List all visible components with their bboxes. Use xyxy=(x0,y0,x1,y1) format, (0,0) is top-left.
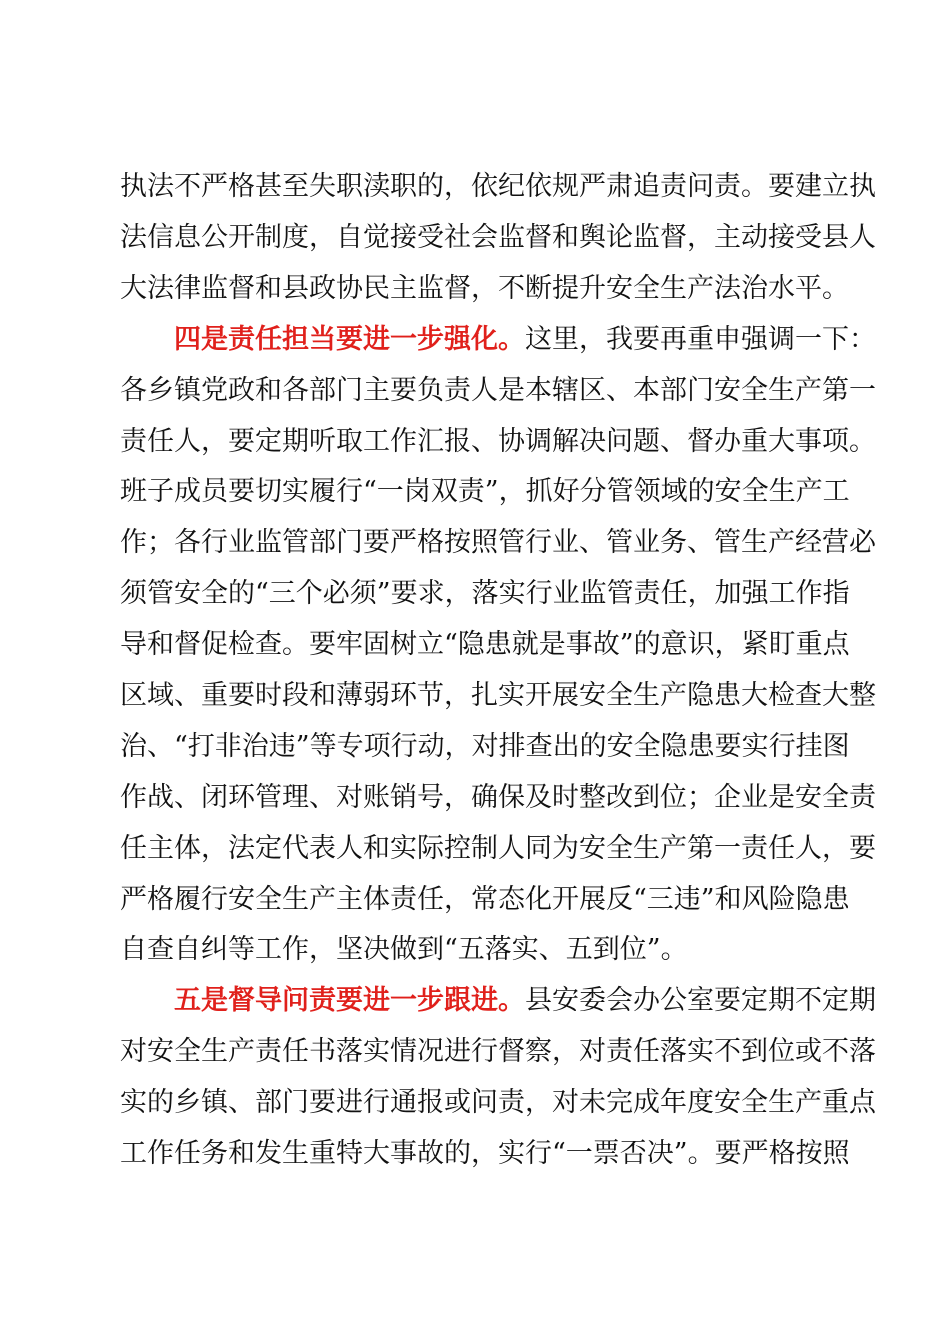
body-line: 区域、重要时段和薄弱环节，扎实开展安全生产隐患大检查大整 xyxy=(120,680,876,711)
body-line: 作；各行业监管部门要严格按照管行业、管业务、管生产经营必 xyxy=(120,527,876,558)
paragraph-line-section4-heading xyxy=(174,320,876,360)
body-line: 各乡镇党政和各部门主要负责人是本辖区、本部门安全生产第一 xyxy=(120,375,876,406)
section-heading-4: 四是责任担当要进一步强化。 xyxy=(174,324,525,355)
body-text: 县安委会办公室要定期不定期 xyxy=(525,985,876,1016)
body-line: 责任人，要定期听取工作汇报、协调解决问题、督办重大事项。 xyxy=(120,426,876,457)
body-line: 对安全生产责任书落实情况进行督察，对责任落实不到位或不落 xyxy=(120,1036,876,1067)
body-line: 自查自纠等工作，坚决做到“五落实、五到位”。 xyxy=(120,934,688,965)
body-text: 这里，我要再重申强调一下： xyxy=(525,324,876,355)
body-line: 班子成员要切实履行“一岗双责”，抓好分管领域的安全生产工 xyxy=(120,476,850,507)
body-line: 执法不严格甚至失职渎职的，依纪依规严肃追责问责。要建立执 xyxy=(120,171,876,202)
body-line: 导和督促检查。要牢固树立“隐患就是事故”的意识，紧盯重点 xyxy=(120,629,850,660)
paragraph-line-section5-heading xyxy=(174,981,876,1021)
body-line: 任主体，法定代表人和实际控制人同为安全生产第一责任人，要 xyxy=(120,833,876,864)
body-line: 须管安全的“三个必须”要求，落实行业监管责任，加强工作指 xyxy=(120,578,850,609)
body-line: 大法律监督和县政协民主监督，不断提升安全生产法治水平。 xyxy=(120,273,849,304)
body-line: 作战、闭环管理、对账销号，确保及时整改到位；企业是安全责 xyxy=(120,782,876,813)
body-line: 法信息公开制度，自觉接受社会监督和舆论监督，主动接受县人 xyxy=(120,222,876,253)
body-line: 工作任务和发生重特大事故的，实行“一票否决”。要严格按照 xyxy=(120,1138,850,1169)
body-line: 实的乡镇、部门要进行通报或问责，对未完成年度安全生产重点 xyxy=(120,1087,876,1118)
body-line: 严格履行安全生产主体责任，常态化开展反“三违”和风险隐患 xyxy=(120,884,850,915)
body-line: 治、“打非治违”等专项行动，对排查出的安全隐患要实行挂图 xyxy=(120,731,850,762)
section-heading-5: 五是督导问责要进一步跟进。 xyxy=(174,985,525,1016)
